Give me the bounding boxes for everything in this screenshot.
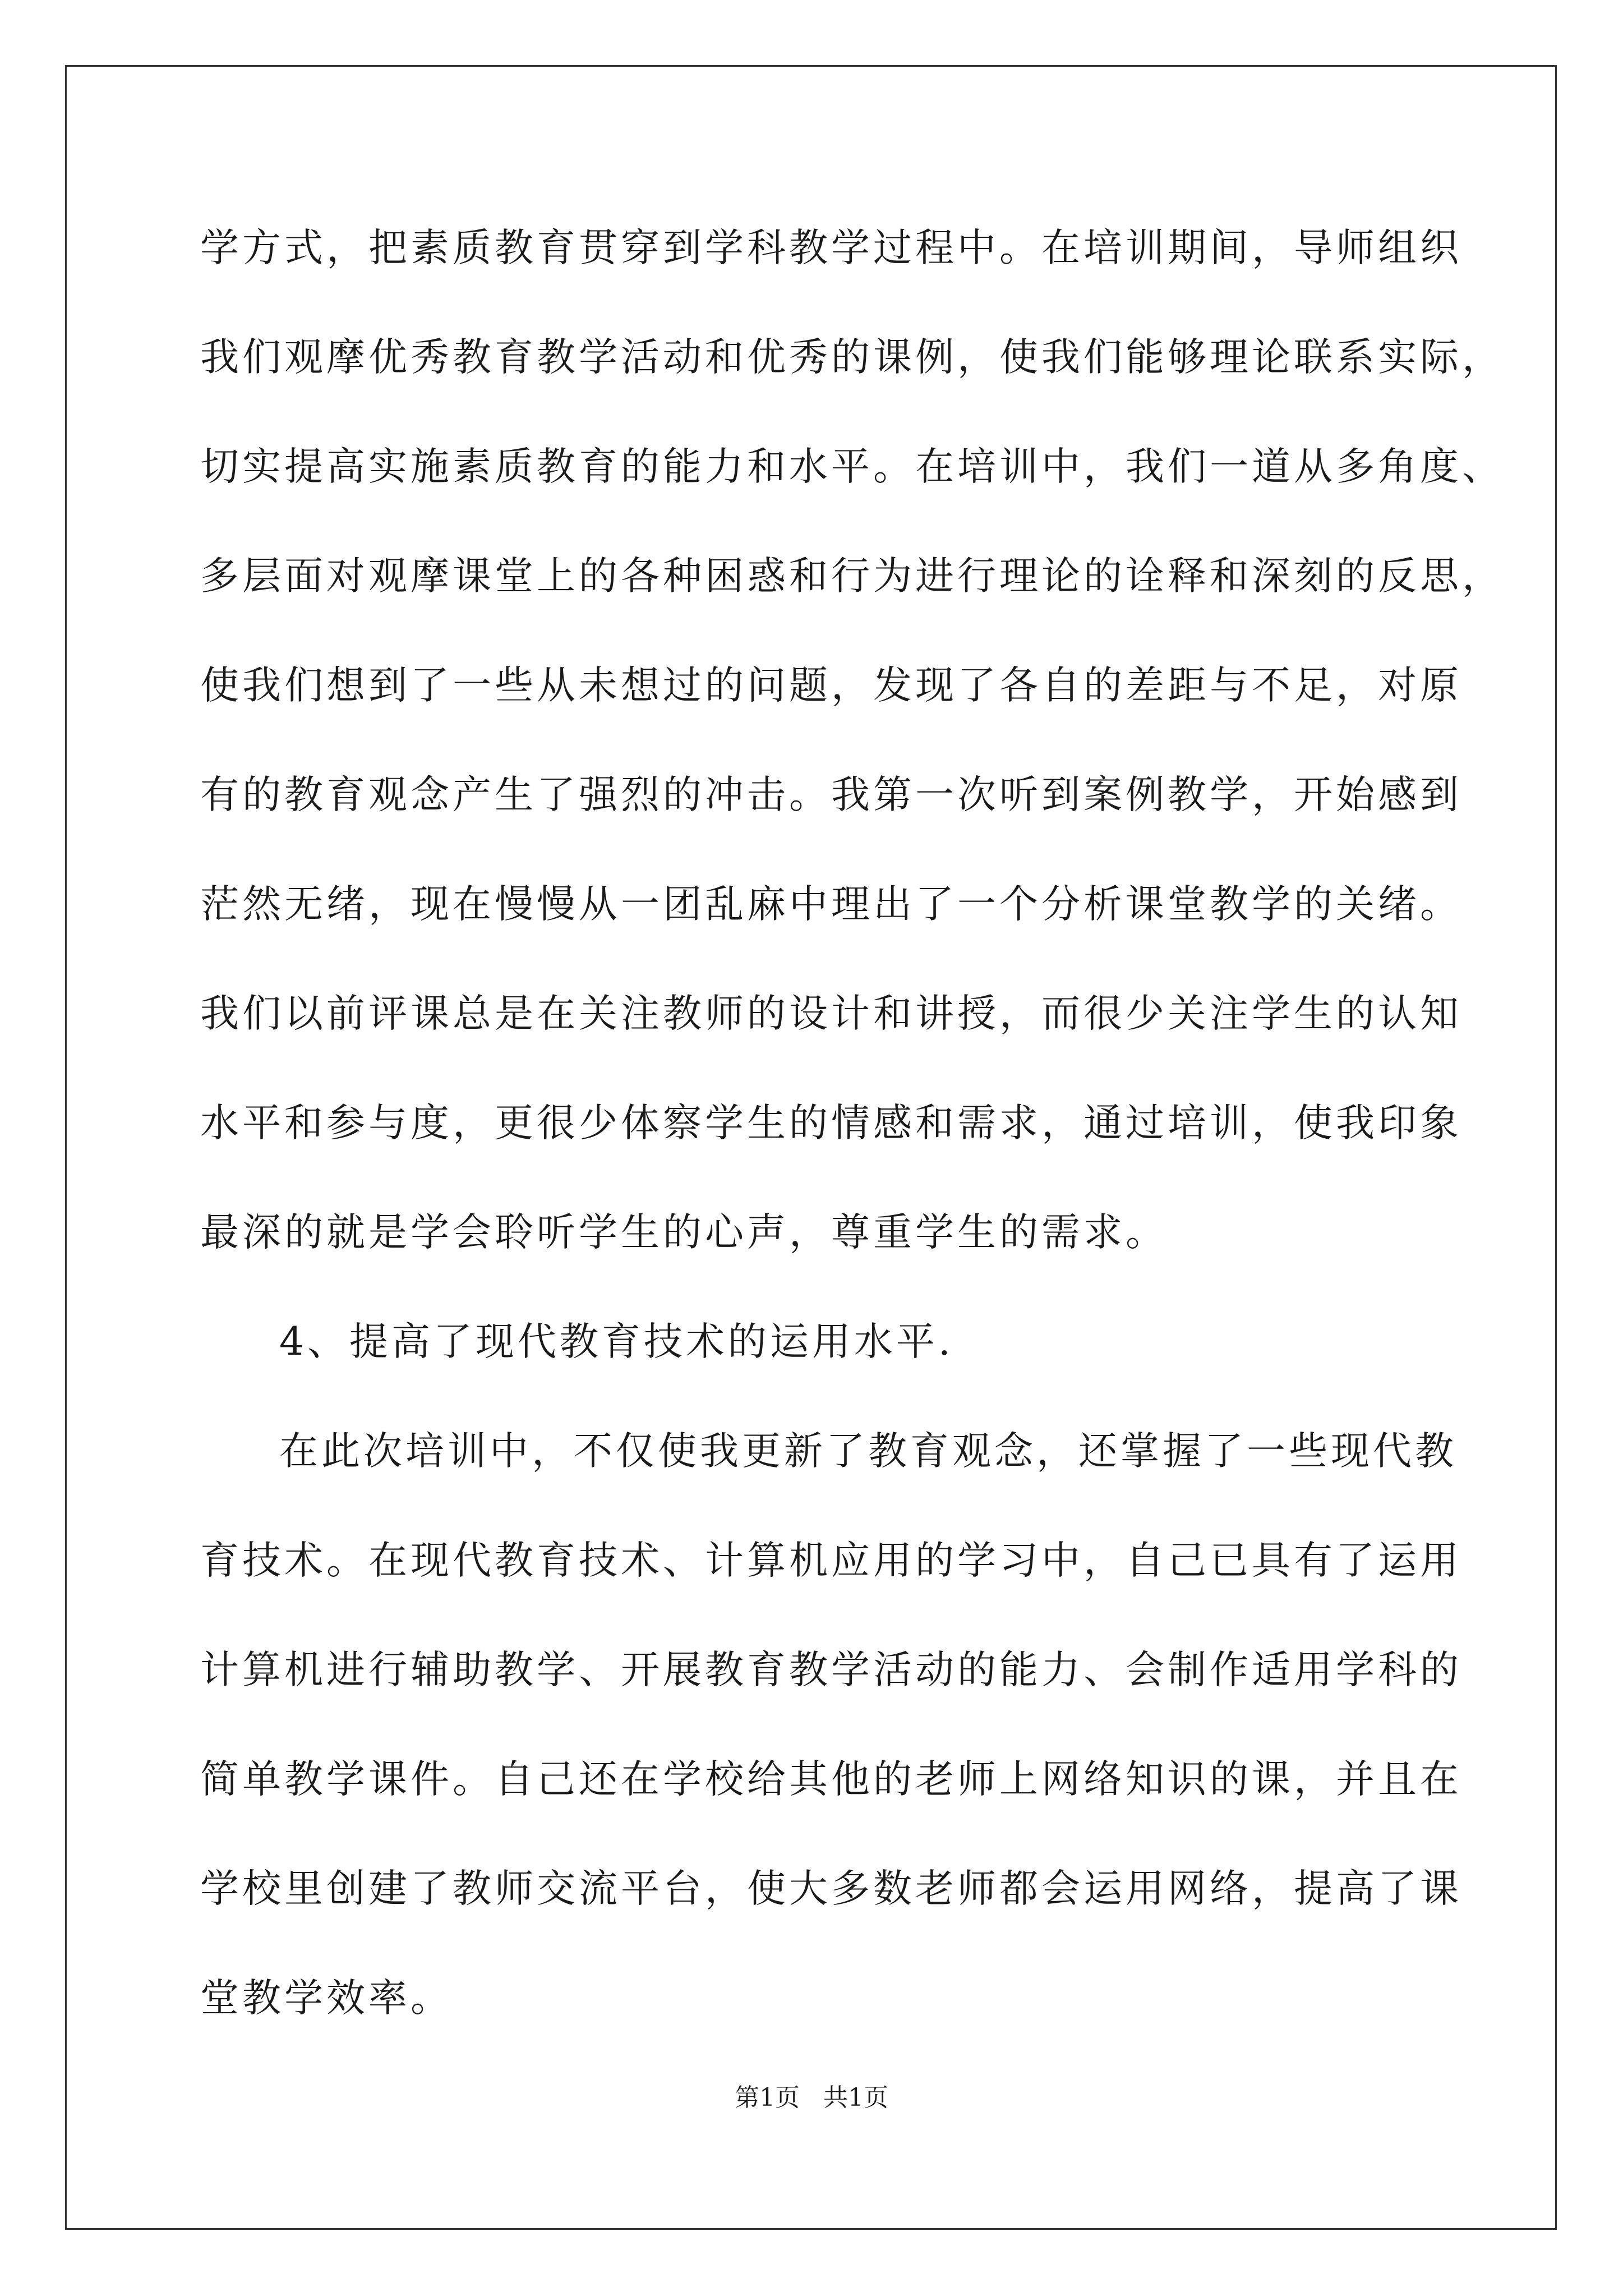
page-number-current: 第1页 xyxy=(735,2083,800,2112)
section-heading: 4、提高了现代教育技术的运用水平. xyxy=(279,1319,954,1364)
paragraph-line: 堂教学效率。 xyxy=(200,1976,453,2021)
paragraph-line: 最深的就是学会聆听学生的心声，尊重学生的需求。 xyxy=(200,1210,1168,1255)
paragraph-line: 学校里创建了教师交流平台，使大多数老师都会运用网络，提高了课 xyxy=(200,1866,1462,1911)
paragraph-line: 有的教育观念产生了强烈的冲击。我第一次听到案例教学，开始感到 xyxy=(200,772,1462,817)
paragraph-line: 计算机进行辅助教学、开展教育教学活动的能力、会制作适用学科的 xyxy=(200,1648,1462,1692)
paragraph-line: 水平和参与度，更很少体察学生的情感和需求，通过培训，使我印象 xyxy=(200,1101,1462,1145)
paragraph-line: 学方式，把素质教育贯穿到学科教学过程中。在培训期间，导师组织 xyxy=(200,226,1462,270)
paragraph-line: 在此次培训中，不仅使我更新了教育观念，还掌握了一些现代教 xyxy=(279,1429,1457,1474)
paragraph-line: 我们观摩优秀教育教学活动和优秀的课例，使我们能够理论联系实际， xyxy=(200,335,1504,380)
page-footer xyxy=(0,2081,1623,2115)
paragraph-line: 多层面对观摩课堂上的各种困惑和行为进行理论的诠释和深刻的反思， xyxy=(200,554,1504,599)
paragraph-line: 茫然无绪，现在慢慢从一团乱麻中理出了一个分析课堂教学的关绪。 xyxy=(200,882,1462,927)
page-number-total: 共1页 xyxy=(823,2083,888,2112)
paragraph-line: 我们以前评课总是在关注教师的设计和讲授，而很少关注学生的认知 xyxy=(200,991,1462,1036)
paragraph-line: 育技术。在现代教育技术、计算机应用的学习中，自己已具有了运用 xyxy=(200,1538,1462,1583)
paragraph-line: 使我们想到了一些从未想过的问题，发现了各自的差距与不足，对原 xyxy=(200,663,1462,708)
paragraph-line: 简单教学课件。自己还在学校给其他的老师上网络知识的课，并且在 xyxy=(200,1757,1462,1802)
paragraph-line: 切实提高实施素质教育的能力和水平。在培训中，我们一道从多角度、 xyxy=(200,444,1504,489)
